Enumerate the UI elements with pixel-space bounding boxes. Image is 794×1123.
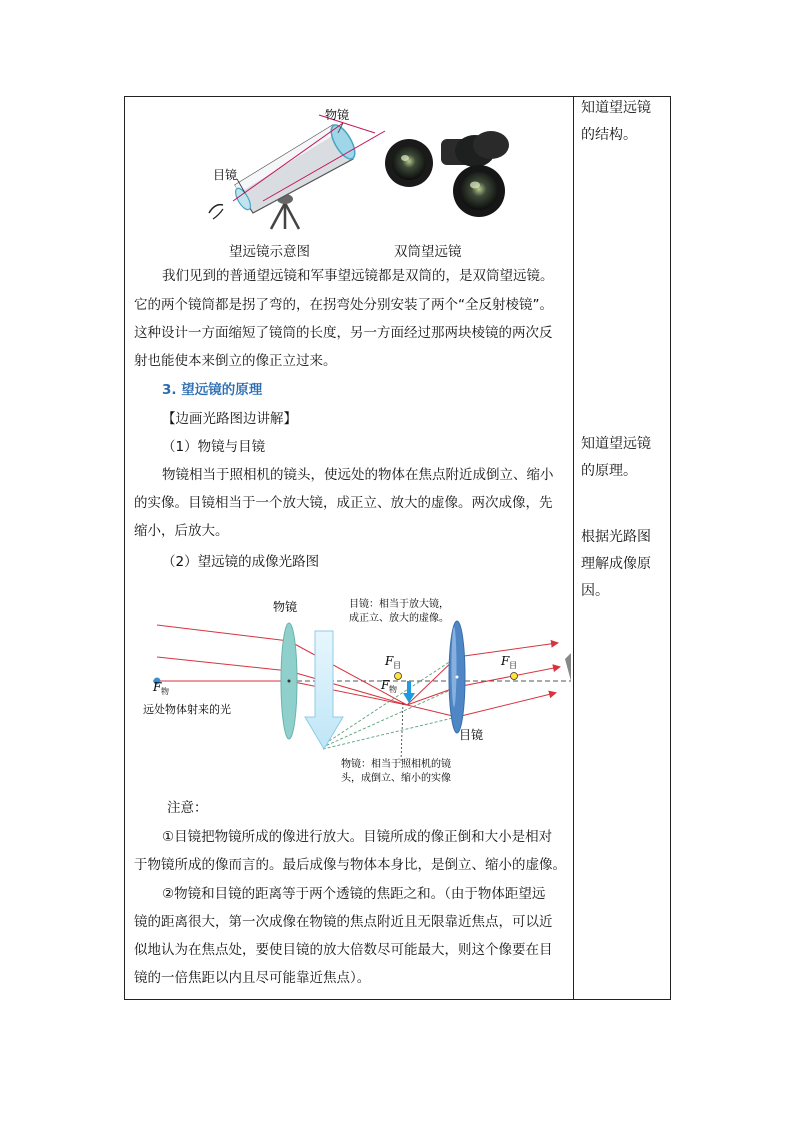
sub2-title: （2）望远镜的成像光路图 (162, 554, 320, 570)
binocular-text-line-3: 这种设计一方面缩短了镜筒的长度，另一方面经过那两块棱镜的两次反 (134, 325, 553, 341)
note1-line-2: 于物镜所成的像而言的。最后成像与物体本身比，是倒立、缩小的虚像。 (134, 857, 566, 873)
objective-note-line-2: 头，成倒立、缩小的实像 (341, 773, 451, 784)
explain-tag: 【边画光路图边讲解】 (162, 411, 297, 427)
note2-line-1: ②物镜和目镜的距离等于两个透镜的焦距之和。（由于物体距望远 (162, 886, 546, 902)
note-title: 注意： (167, 800, 208, 816)
sub1-text-line-3: 缩小，后放大。 (134, 523, 229, 539)
f-eye-sub-left: 目 (393, 661, 401, 670)
f-eye-label-right: F (501, 654, 510, 668)
telescope-caption: 望远镜示意图 (229, 244, 310, 260)
note2-line-3: 似地认为在焦点处，要使目镜的放大倍数尽可能最大，则这个像要在目 (134, 942, 553, 958)
telescope-objective-label: 物镜 (325, 108, 350, 122)
side-note-structure (581, 95, 667, 149)
diagram-objective-label: 物镜 (273, 600, 298, 614)
side-note-principle-line-1: 知道望远镜 (581, 436, 651, 452)
f-obj-label-right: F (381, 678, 390, 692)
side-note-optical-line-3: 因。 (581, 583, 609, 599)
binocular-text-line-4: 射也能使本来倒立的像正立过来。 (134, 353, 337, 369)
sub1-text-line-1: 物镜相当于照相机的镜头，使远处的物体在焦点附近成倒立、缩小 (162, 467, 554, 483)
f-obj-sub-left: 物 (161, 687, 169, 696)
f-obj-sub-right: 物 (389, 685, 397, 694)
eyepiece-note-line-1: 目镜：相当于放大镜， (349, 599, 449, 610)
diagram-eyepiece-label: 目镜 (459, 728, 484, 742)
side-note-optical-line-1: 根据光路图 (581, 529, 651, 545)
side-note-optical-path (581, 524, 667, 605)
binocular-text-line-1: 我们见到的普通望远镜和军事望远镜都是双筒的，是双筒望远镜。 (162, 268, 554, 284)
binoculars-caption: 双筒望远镜 (394, 244, 462, 260)
f-eye-label-left: F (385, 654, 394, 668)
side-note-structure-line-2: 的结构。 (581, 127, 637, 143)
side-notes-column (574, 97, 670, 999)
incoming-light-label: 远处物体射来的光 (143, 703, 231, 716)
sub1-title: （1）物镜与目镜 (162, 439, 266, 455)
section3-title: 3. 望远镜的原理 (162, 382, 263, 398)
lesson-table (124, 96, 671, 1000)
objective-note-line-1: 物镜：相当于照相机的镜 (341, 759, 451, 770)
note1-line-1: ①目镜把物镜所成的像进行放大。目镜所成的像正倒和大小是相对 (162, 829, 553, 845)
telescope-eyepiece-label: 目镜 (213, 168, 238, 182)
main-content-column (125, 97, 573, 999)
f-obj-label-left: F (153, 680, 162, 694)
side-note-structure-line-1: 知道望远镜 (581, 100, 651, 116)
binocular-text-line-2: 它的两个镜筒都是拐了弯的，在拐弯处分别安装了两个“全反射棱镜”。 (134, 297, 553, 313)
sub1-text-line-2: 的实像。目镜相当于一个放大镜，成正立、放大的虚像。两次成像，先 (134, 495, 553, 511)
note2-line-4: 镜的一倍焦距以内且尽可能靠近焦点）。 (134, 970, 371, 986)
side-note-principle (581, 431, 667, 485)
optical-path-diagram (139, 597, 573, 797)
f-eye-sub-right: 目 (509, 661, 517, 670)
telescope-diagram (193, 103, 393, 231)
side-note-optical-line-2: 理解成像原 (581, 556, 651, 572)
eyepiece-note-line-2: 成正立、放大的虚像。 (349, 613, 449, 624)
side-note-principle-line-2: 的原理。 (581, 463, 637, 479)
binoculars-image (383, 121, 523, 221)
note2-line-2: 镜的距离很大，第一次成像在物镜的焦点附近且无限靠近焦点，可以近 (134, 914, 553, 930)
